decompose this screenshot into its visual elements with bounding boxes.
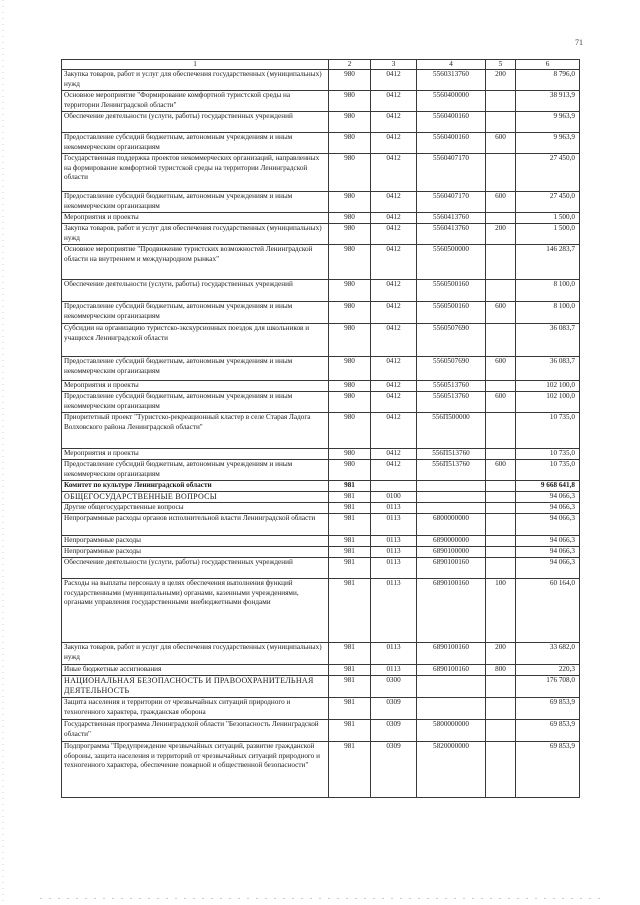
expense-type-cell: 200 — [486, 224, 516, 245]
amount-cell: 220,3 — [516, 665, 580, 676]
section-code-cell: 0113 — [371, 547, 417, 558]
target-article-cell: 5560507690 — [417, 324, 486, 357]
target-article-cell: 5560513760 — [417, 392, 486, 413]
expense-type-cell — [486, 449, 516, 460]
expense-name-cell: Обеспечение деятельности (услуги, работы) государственных учреждений — [62, 558, 329, 579]
section-code-cell: 0113 — [371, 503, 417, 514]
table-row — [62, 536, 580, 547]
target-article-cell: 5560500160 — [417, 302, 486, 324]
admin-code-cell: 980 — [329, 413, 371, 449]
admin-code-cell: 980 — [329, 302, 371, 324]
target-article-cell: 6890100160 — [417, 665, 486, 676]
expense-type-cell — [486, 245, 516, 280]
section-code-cell: 0113 — [371, 558, 417, 579]
expense-type-cell: 200 — [486, 70, 516, 91]
target-article-cell: 556П513760 — [417, 460, 486, 481]
expense-type-cell — [486, 558, 516, 579]
section-code-cell: 0412 — [371, 224, 417, 245]
table-row — [62, 742, 580, 798]
expense-name-cell: Комитет по культуре Ленинградской области — [62, 481, 329, 492]
section-code-cell: 0412 — [371, 460, 417, 481]
section-code-cell: 0113 — [371, 579, 417, 643]
expense-name-cell: Обеспечение деятельности (услуги, работы) государственных учреждений — [62, 112, 329, 133]
expense-type-cell: 100 — [486, 579, 516, 643]
table-row — [62, 324, 580, 357]
table-row — [62, 481, 580, 492]
table-row — [62, 112, 580, 133]
expense-type-cell — [486, 514, 516, 536]
admin-code-cell: 981 — [329, 536, 371, 547]
section-code-cell: 0113 — [371, 665, 417, 676]
admin-code-cell: 980 — [329, 70, 371, 91]
table-row — [62, 503, 580, 514]
amount-cell: 94 066,3 — [516, 492, 580, 503]
admin-code-cell: 981 — [329, 720, 371, 742]
admin-code-cell: 981 — [329, 514, 371, 536]
amount-cell: 146 283,7 — [516, 245, 580, 280]
table-row — [62, 91, 580, 112]
table-row — [62, 280, 580, 302]
admin-code-cell: 980 — [329, 91, 371, 112]
header-cell: 2 — [329, 60, 371, 70]
amount-cell: 1 500,0 — [516, 224, 580, 245]
amount-cell: 36 083,7 — [516, 324, 580, 357]
amount-cell: 8 796,0 — [516, 70, 580, 91]
expense-name-cell: Иные бюджетные ассигнования — [62, 665, 329, 676]
expense-name-cell: Непрограммные расходы — [62, 547, 329, 558]
amount-cell: 9 668 641,8 — [516, 481, 580, 492]
expense-type-cell: 200 — [486, 643, 516, 665]
expense-name-cell: Непрограммные расходы — [62, 536, 329, 547]
table-row — [62, 192, 580, 213]
target-article-cell: 5560400160 — [417, 133, 486, 154]
admin-code-cell: 981 — [329, 579, 371, 643]
table-row — [62, 392, 580, 413]
admin-code-cell: 980 — [329, 460, 371, 481]
section-code-cell: 0412 — [371, 357, 417, 381]
section-code-cell: 0113 — [371, 514, 417, 536]
admin-code-cell: 980 — [329, 213, 371, 224]
target-article-cell: 5560413760 — [417, 213, 486, 224]
expense-name-cell: Государственная поддержка проектов некоммерческих организаций, направленных на формирование комфортной туристской среды на территории Ленинградской области — [62, 154, 329, 192]
target-article-cell: 5560513760 — [417, 381, 486, 392]
section-code-cell — [371, 481, 417, 492]
expense-type-cell — [486, 324, 516, 357]
table-row — [62, 357, 580, 381]
admin-code-cell: 981 — [329, 676, 371, 698]
target-article-cell: 5560500160 — [417, 280, 486, 302]
amount-cell: 69 853,9 — [516, 742, 580, 798]
expense-type-cell — [486, 280, 516, 302]
target-article-cell: 556П513760 — [417, 449, 486, 460]
admin-code-cell: 980 — [329, 154, 371, 192]
target-article-cell: 5560400000 — [417, 91, 486, 112]
amount-cell: 60 164,0 — [516, 579, 580, 643]
expense-name-cell: Мероприятия и проекты — [62, 381, 329, 392]
target-article-cell: 556П500000 — [417, 413, 486, 449]
expense-name-cell: Закупка товаров, работ и услуг для обеспечения государственных (муниципальных) нужд — [62, 224, 329, 245]
section-code-cell: 0309 — [371, 720, 417, 742]
expense-name-cell: Государственная программа Ленинградской области "Безопасность Ленинградской области" — [62, 720, 329, 742]
amount-cell: 8 100,0 — [516, 280, 580, 302]
expense-name-cell: Подпрограмма "Предупреждение чрезвычайных ситуаций, развитие гражданской обороны, защита населения и территорий от чрезвычайных ситуаций природного и техногенного характера, обеспечение пожарной и общественной безопасности" — [62, 742, 329, 798]
admin-code-cell: 981 — [329, 643, 371, 665]
amount-cell: 94 066,3 — [516, 547, 580, 558]
section-code-cell: 0412 — [371, 392, 417, 413]
amount-cell: 27 450,0 — [516, 192, 580, 213]
expense-name-cell: Предоставление субсидий бюджетным, автономным учреждениям и иным некоммерческим организациям — [62, 133, 329, 154]
target-article-cell — [417, 492, 486, 503]
expense-type-cell — [486, 112, 516, 133]
amount-cell: 102 100,0 — [516, 381, 580, 392]
table-row — [62, 449, 580, 460]
section-code-cell: 0412 — [371, 192, 417, 213]
page-number: 71 — [575, 38, 583, 47]
expense-name-cell: Предоставление субсидий бюджетным, автономным учреждениям и иным некоммерческим организациям — [62, 460, 329, 481]
table-row — [62, 665, 580, 676]
admin-code-cell: 981 — [329, 481, 371, 492]
amount-cell: 94 066,3 — [516, 536, 580, 547]
amount-cell: 69 853,9 — [516, 720, 580, 742]
admin-code-cell: 980 — [329, 392, 371, 413]
expense-type-cell: 600 — [486, 192, 516, 213]
table-row — [62, 579, 580, 643]
table-row — [62, 133, 580, 154]
header-cell: 3 — [371, 60, 417, 70]
table-row — [62, 413, 580, 449]
expense-name-cell: ОБЩЕГОСУДАРСТВЕННЫЕ ВОПРОСЫ — [62, 492, 329, 503]
table-row — [62, 245, 580, 280]
expense-type-cell — [486, 91, 516, 112]
expense-type-cell: 600 — [486, 302, 516, 324]
admin-code-cell: 980 — [329, 133, 371, 154]
expense-name-cell: Основное мероприятие "Продвижение туристских возможностей Ленинградской области на внутреннем и международном рынках" — [62, 245, 329, 280]
target-article-cell: 5800000000 — [417, 720, 486, 742]
admin-code-cell: 981 — [329, 742, 371, 798]
section-code-cell: 0309 — [371, 698, 417, 720]
target-article-cell: 5560500000 — [417, 245, 486, 280]
admin-code-cell: 980 — [329, 357, 371, 381]
target-article-cell — [417, 481, 486, 492]
target-article-cell: 5560507690 — [417, 357, 486, 381]
target-article-cell: 5560313760 — [417, 70, 486, 91]
expense-type-cell — [486, 481, 516, 492]
table-row — [62, 70, 580, 91]
admin-code-cell: 980 — [329, 112, 371, 133]
amount-cell: 10 735,0 — [516, 449, 580, 460]
expense-name-cell: Приоритетный проект "Туристско-рекреационный кластер в селе Старая Ладога Волховского района Ленинградской области" — [62, 413, 329, 449]
section-code-cell: 0113 — [371, 536, 417, 547]
expense-name-cell: Расходы на выплаты персоналу в целях обеспечения выполнения функций государственными (муниципальными) органами, казенными учреждениями, органами управления государственными внебюджетными фондами — [62, 579, 329, 643]
table-row — [62, 302, 580, 324]
target-article-cell: 6890100000 — [417, 547, 486, 558]
table-row — [62, 676, 580, 698]
amount-cell: 94 066,3 — [516, 514, 580, 536]
table-row — [62, 698, 580, 720]
amount-cell: 10 735,0 — [516, 413, 580, 449]
amount-cell: 38 913,9 — [516, 91, 580, 112]
admin-code-cell: 980 — [329, 449, 371, 460]
target-article-cell: 5820000000 — [417, 742, 486, 798]
expense-name-cell: Предоставление субсидий бюджетным, автономным учреждениям и иным некоммерческим организациям — [62, 192, 329, 213]
expense-type-cell: 600 — [486, 392, 516, 413]
target-article-cell: 5560413760 — [417, 224, 486, 245]
target-article-cell — [417, 503, 486, 514]
expense-name-cell: Предоставление субсидий бюджетным, автономным учреждениям и иным некоммерческим организациям — [62, 392, 329, 413]
admin-code-cell: 981 — [329, 492, 371, 503]
table-row — [62, 720, 580, 742]
expense-type-cell: 600 — [486, 357, 516, 381]
admin-code-cell: 980 — [329, 324, 371, 357]
header-cell: 4 — [417, 60, 486, 70]
target-article-cell: 6890000000 — [417, 536, 486, 547]
table-row — [62, 547, 580, 558]
target-article-cell: 5560400160 — [417, 112, 486, 133]
table-row — [62, 492, 580, 503]
admin-code-cell: 981 — [329, 503, 371, 514]
target-article-cell: 6800000000 — [417, 514, 486, 536]
amount-cell: 94 066,3 — [516, 503, 580, 514]
target-article-cell: 5560407170 — [417, 192, 486, 213]
amount-cell: 8 100,0 — [516, 302, 580, 324]
table-header-row — [62, 60, 580, 70]
admin-code-cell: 980 — [329, 381, 371, 392]
amount-cell: 176 708,0 — [516, 676, 580, 698]
section-code-cell: 0412 — [371, 245, 417, 280]
expense-name-cell: Предоставление субсидий бюджетным, автономным учреждениям и иным некоммерческим организациям — [62, 357, 329, 381]
amount-cell: 69 853,9 — [516, 698, 580, 720]
target-article-cell: 6890100160 — [417, 579, 486, 643]
section-code-cell: 0412 — [371, 133, 417, 154]
table-row — [62, 381, 580, 392]
admin-code-cell: 981 — [329, 698, 371, 720]
table-row — [62, 224, 580, 245]
expense-name-cell: Закупка товаров, работ и услуг для обеспечения государственных (муниципальных) нужд — [62, 643, 329, 665]
expense-name-cell: Другие общегосударственные вопросы — [62, 503, 329, 514]
admin-code-cell: 980 — [329, 280, 371, 302]
admin-code-cell: 981 — [329, 558, 371, 579]
expense-name-cell: Предоставление субсидий бюджетным, автономным учреждениям и иным некоммерческим организациям — [62, 302, 329, 324]
amount-cell: 94 066,3 — [516, 558, 580, 579]
amount-cell: 9 963,9 — [516, 133, 580, 154]
section-code-cell: 0113 — [371, 643, 417, 665]
expense-type-cell — [486, 154, 516, 192]
scan-margin-marks — [2, 0, 4, 905]
amount-cell: 27 450,0 — [516, 154, 580, 192]
table-row — [62, 514, 580, 536]
section-code-cell: 0412 — [371, 154, 417, 192]
expense-type-cell: 800 — [486, 665, 516, 676]
section-code-cell: 0412 — [371, 280, 417, 302]
expense-type-cell — [486, 381, 516, 392]
amount-cell: 10 735,0 — [516, 460, 580, 481]
amount-cell: 36 083,7 — [516, 357, 580, 381]
section-code-cell: 0309 — [371, 742, 417, 798]
section-code-cell: 0412 — [371, 324, 417, 357]
expense-name-cell: Защита населения и территории от чрезвычайных ситуаций природного и техногенного характера, гражданская оборона — [62, 698, 329, 720]
section-code-cell: 0100 — [371, 492, 417, 503]
expense-name-cell: Мероприятия и проекты — [62, 213, 329, 224]
amount-cell: 102 100,0 — [516, 392, 580, 413]
header-cell: 6 — [516, 60, 580, 70]
table-row — [62, 460, 580, 481]
expense-type-cell — [486, 698, 516, 720]
expense-type-cell — [486, 536, 516, 547]
section-code-cell: 0412 — [371, 91, 417, 112]
expense-name-cell: Непрограммные расходы органов исполнительной власти Ленинградской области — [62, 514, 329, 536]
expense-type-cell — [486, 676, 516, 698]
section-code-cell: 0412 — [371, 302, 417, 324]
admin-code-cell: 980 — [329, 192, 371, 213]
expense-name-cell: НАЦИОНАЛЬНАЯ БЕЗОПАСНОСТЬ И ПРАВООХРАНИТЕЛЬНАЯ ДЕЯТЕЛЬНОСТЬ — [62, 676, 329, 698]
amount-cell: 1 500,0 — [516, 213, 580, 224]
expense-type-cell — [486, 742, 516, 798]
section-code-cell: 0300 — [371, 676, 417, 698]
section-code-cell: 0412 — [371, 213, 417, 224]
header-cell: 1 — [62, 60, 329, 70]
expense-type-cell — [486, 503, 516, 514]
scan-bottom-marks — [40, 898, 600, 899]
expense-name-cell: Мероприятия и проекты — [62, 449, 329, 460]
target-article-cell — [417, 676, 486, 698]
expense-type-cell — [486, 213, 516, 224]
expense-type-cell — [486, 720, 516, 742]
expense-type-cell — [486, 547, 516, 558]
header-cell: 5 — [486, 60, 516, 70]
amount-cell: 33 682,0 — [516, 643, 580, 665]
admin-code-cell: 981 — [329, 547, 371, 558]
target-article-cell — [417, 698, 486, 720]
section-code-cell: 0412 — [371, 70, 417, 91]
table-row — [62, 643, 580, 665]
expense-name-cell: Закупка товаров, работ и услуг для обеспечения государственных (муниципальных) нужд — [62, 70, 329, 91]
expense-type-cell: 600 — [486, 133, 516, 154]
admin-code-cell: 981 — [329, 665, 371, 676]
expense-type-cell — [486, 492, 516, 503]
table-row — [62, 558, 580, 579]
expense-name-cell: Основное мероприятие "Формирование комфортной туристской среды на территории Ленинградской области" — [62, 91, 329, 112]
section-code-cell: 0412 — [371, 449, 417, 460]
admin-code-cell: 980 — [329, 245, 371, 280]
table-row — [62, 154, 580, 192]
section-code-cell: 0412 — [371, 112, 417, 133]
target-article-cell: 6890100160 — [417, 643, 486, 665]
expense-type-cell — [486, 413, 516, 449]
target-article-cell: 6890100160 — [417, 558, 486, 579]
table-row — [62, 213, 580, 224]
expense-name-cell: Субсидии на организацию туристско-экскурсионных поездок для школьников и учащихся Ленинградской области — [62, 324, 329, 357]
expense-name-cell: Обеспечение деятельности (услуги, работы) государственных учреждений — [62, 280, 329, 302]
section-code-cell: 0412 — [371, 413, 417, 449]
expense-type-cell: 600 — [486, 460, 516, 481]
admin-code-cell: 980 — [329, 224, 371, 245]
amount-cell: 9 963,9 — [516, 112, 580, 133]
section-code-cell: 0412 — [371, 381, 417, 392]
target-article-cell: 5560407170 — [417, 154, 486, 192]
budget-table — [61, 59, 580, 798]
